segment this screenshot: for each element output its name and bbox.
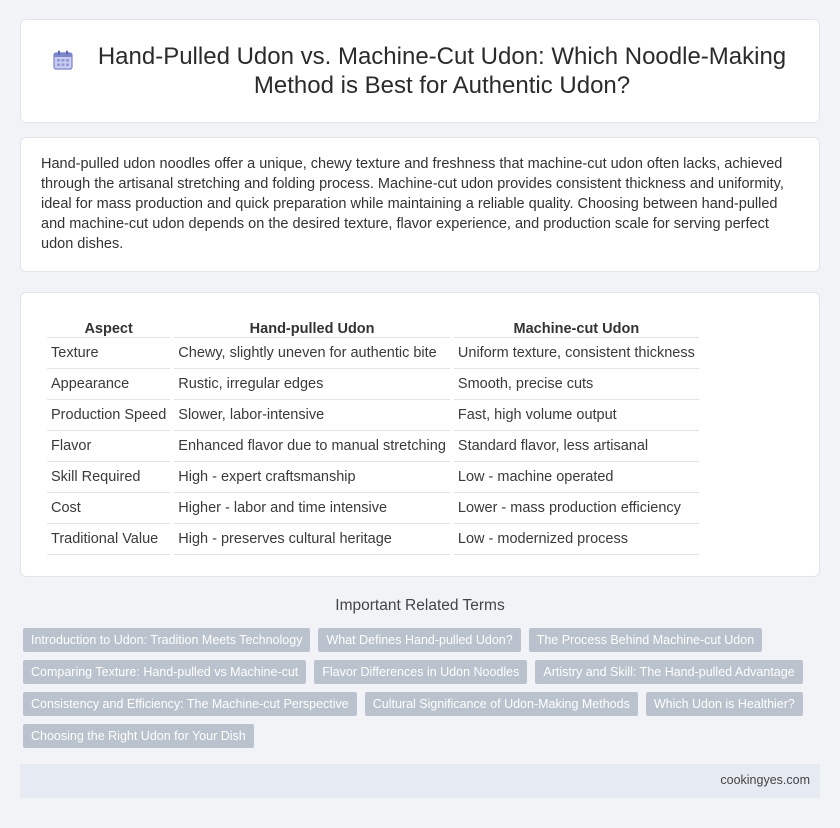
table-header-row (47, 315, 699, 338)
row-hand-pulled: Slower, labor-intensive (174, 400, 450, 431)
table-row (47, 400, 699, 431)
related-term-tag[interactable]: Flavor Differences in Udon Noodles (314, 660, 527, 684)
related-term-tag[interactable]: Consistency and Efficiency: The Machine-cut Perspective (23, 692, 357, 716)
intro-paragraph: Hand-pulled udon noodles offer a unique, chewy texture and freshness that machine-cut udon often lacks, achieved through the artisanal stretching and folding process. Machine-cut udon provides consistent thickness and uniformity, ideal for mass production and quick preparation while maintaining a reliable quality. Choosing between hand-pulled and machine-cut udon depends on the desired texture, flavor experience, and production scale for serving perfect udon dishes. (41, 156, 784, 252)
header-hand-pulled: Hand-pulled Udon (174, 315, 450, 338)
footer-site-link[interactable]: cookingyes.com (720, 773, 810, 787)
related-term-tag[interactable]: Introduction to Udon: Tradition Meets Technology (23, 628, 310, 652)
related-term-tag[interactable]: The Process Behind Machine-cut Udon (529, 628, 762, 652)
title-row (21, 20, 819, 122)
row-aspect: Production Speed (47, 400, 170, 431)
row-aspect: Appearance (47, 369, 170, 400)
related-terms-list (23, 628, 823, 756)
row-machine-cut: Lower - mass production efficiency (454, 493, 699, 524)
related-terms-heading: Important Related Terms (335, 597, 505, 614)
table-row (47, 338, 699, 369)
row-aspect: Texture (47, 338, 170, 369)
row-machine-cut: Uniform texture, consistent thickness (454, 338, 699, 369)
row-aspect: Flavor (47, 431, 170, 462)
footer (20, 764, 820, 798)
related-term-tag[interactable]: What Defines Hand-pulled Udon? (318, 628, 520, 652)
table-row (47, 369, 699, 400)
row-aspect: Cost (47, 493, 170, 524)
row-aspect: Skill Required (47, 462, 170, 493)
table-row (47, 431, 699, 462)
header-machine-cut: Machine-cut Udon (454, 315, 699, 338)
row-hand-pulled: Chewy, slightly uneven for authentic bite (174, 338, 450, 369)
row-machine-cut: Smooth, precise cuts (454, 369, 699, 400)
calendar-icon (51, 48, 75, 72)
row-hand-pulled: Enhanced flavor due to manual stretching (174, 431, 450, 462)
related-term-tag[interactable]: Choosing the Right Udon for Your Dish (23, 724, 254, 748)
related-term-tag[interactable]: Cultural Significance of Udon-Making Methods (365, 692, 638, 716)
related-term-tag[interactable]: Comparing Texture: Hand-pulled vs Machine-cut (23, 660, 306, 684)
table-row (47, 524, 699, 555)
table-card (20, 292, 820, 577)
related-term-tag[interactable]: Which Udon is Healthier? (646, 692, 803, 716)
row-machine-cut: Fast, high volume output (454, 400, 699, 431)
row-machine-cut: Low - machine operated (454, 462, 699, 493)
row-hand-pulled: Rustic, irregular edges (174, 369, 450, 400)
page-title: Hand-Pulled Udon vs. Machine-Cut Udon: Which Noodle-Making Method is Best for Authentic Udon? (97, 43, 787, 99)
header-aspect: Aspect (47, 315, 170, 338)
intro-card (20, 137, 820, 272)
row-aspect: Traditional Value (47, 524, 170, 555)
row-hand-pulled: Higher - labor and time intensive (174, 493, 450, 524)
row-hand-pulled: High - expert craftsmanship (174, 462, 450, 493)
row-machine-cut: Low - modernized process (454, 524, 699, 555)
row-machine-cut: Standard flavor, less artisanal (454, 431, 699, 462)
related-term-tag[interactable]: Artistry and Skill: The Hand-pulled Advantage (535, 660, 802, 684)
table-row (47, 493, 699, 524)
comparison-table (43, 315, 703, 555)
title-card (20, 19, 820, 123)
row-hand-pulled: High - preserves cultural heritage (174, 524, 450, 555)
table-row (47, 462, 699, 493)
